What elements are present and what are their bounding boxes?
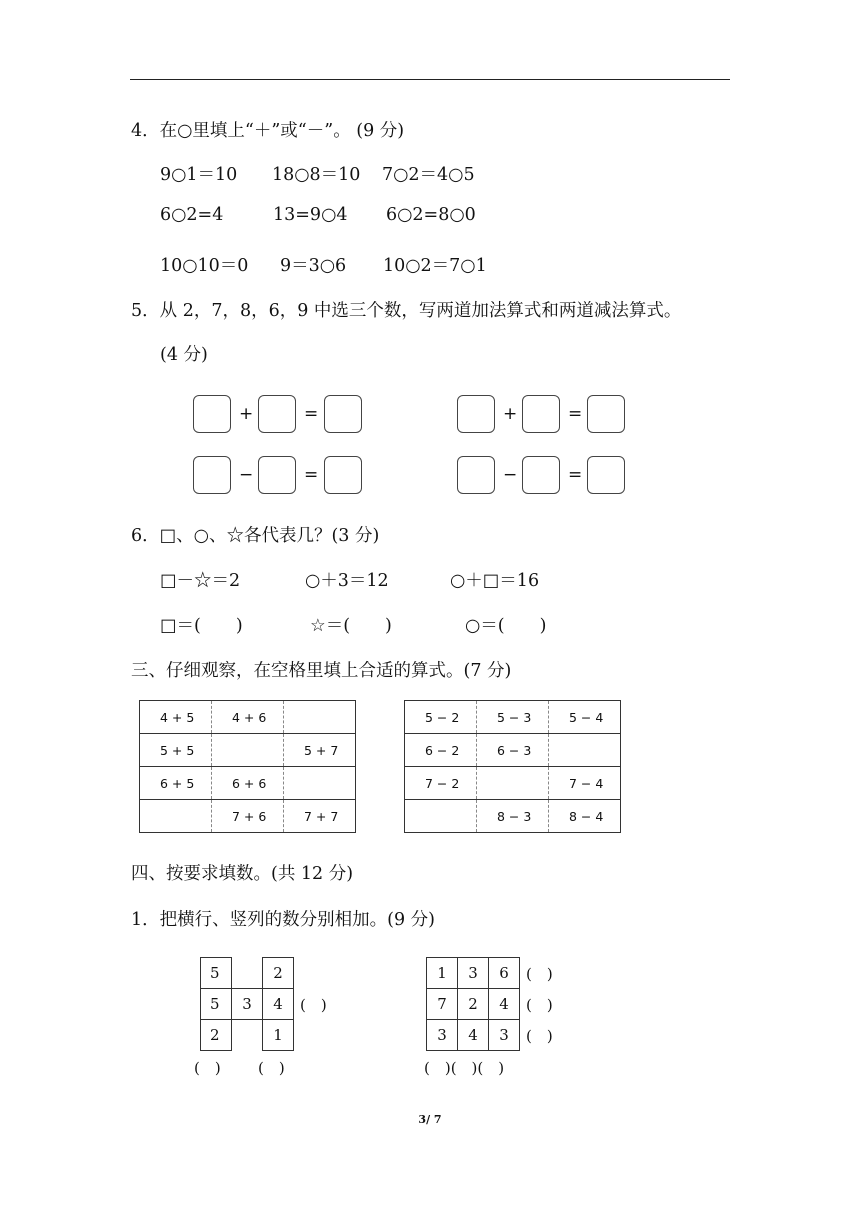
answer-box[interactable]	[258, 456, 296, 494]
section4-q1: 1．把横行、竖列的数分别相加。(9 分)	[131, 910, 435, 930]
h-col-answer[interactable]: ( )	[194, 1059, 221, 1077]
answer-box[interactable]	[522, 395, 560, 433]
blank-cell[interactable]	[140, 800, 212, 833]
answer-box[interactable]	[457, 395, 495, 433]
section4-title: 四、按要求填数。(共 12 分)	[131, 864, 354, 884]
q4-eq-3-1: 10○10＝0	[160, 256, 249, 276]
answer-box[interactable]	[522, 456, 560, 494]
h-cell: 2	[262, 957, 294, 989]
q6-eq-3: ○＋□＝16	[450, 571, 540, 591]
answer-box[interactable]	[258, 395, 296, 433]
table-cell: 5 + 7	[284, 734, 356, 767]
plus-sign: +	[239, 404, 254, 424]
answer-box[interactable]	[457, 456, 495, 494]
table-cell: 6 + 5	[140, 767, 212, 800]
q6-eq-1: □－☆＝2	[160, 571, 241, 591]
minus-sign: −	[239, 465, 254, 485]
table-cell: 7 − 4	[549, 767, 621, 800]
equals-sign: =	[304, 404, 319, 424]
grid-cell: 2	[457, 988, 489, 1020]
grid-col-answers[interactable]: ( )( )( )	[424, 1059, 505, 1077]
grid-cell: 3	[426, 1019, 458, 1051]
answer-box[interactable]	[324, 395, 362, 433]
q6-answer-square[interactable]: □＝( )	[160, 616, 243, 636]
table-cell: 5 + 5	[140, 734, 212, 767]
section3-title: 三、仔细观察，在空格里填上合适的算式。(7 分)	[131, 661, 512, 681]
table-cell: 5 − 3	[477, 701, 549, 734]
blank-cell[interactable]	[549, 734, 621, 767]
q6-title: 6．□、○、☆各代表几？(3 分)	[131, 526, 380, 546]
q4-eq-1-3: 7○2＝4○5	[382, 165, 475, 185]
table-cell: 5 − 4	[549, 701, 621, 734]
q4-eq-1-1: 9○1＝10	[160, 165, 238, 185]
grid-cell: 4	[457, 1019, 489, 1051]
grid-row-answer[interactable]: ( )	[526, 996, 553, 1014]
q4-eq-3-2: 9＝3○6	[280, 256, 347, 276]
minus-sign: −	[503, 465, 518, 485]
equals-sign: =	[568, 404, 583, 424]
q4-eq-2-2: 13=9○4	[273, 205, 348, 225]
answer-box[interactable]	[587, 456, 625, 494]
equals-sign: =	[568, 465, 583, 485]
table-cell: 7 − 2	[405, 767, 477, 800]
answer-box[interactable]	[193, 456, 231, 494]
page-number: 3/ 7	[418, 1113, 442, 1126]
grid-cell: 3	[488, 1019, 520, 1051]
q6-eq-2: ○＋3＝12	[305, 571, 389, 591]
table-cell: 7 + 6	[212, 800, 284, 833]
answer-box[interactable]	[193, 395, 231, 433]
h-cell: 3	[231, 988, 263, 1020]
answer-box[interactable]	[324, 456, 362, 494]
q6-answer-star[interactable]: ☆＝( )	[310, 616, 392, 636]
table-cell: 6 + 6	[212, 767, 284, 800]
table-cell: 6 − 3	[477, 734, 549, 767]
grid-cell: 7	[426, 988, 458, 1020]
answer-box[interactable]	[587, 395, 625, 433]
table-cell: 6 − 2	[405, 734, 477, 767]
blank-cell[interactable]	[284, 701, 356, 734]
h-cell: 5	[200, 988, 232, 1020]
equals-sign: =	[304, 465, 319, 485]
q4-eq-2-1: 6○2=4	[160, 205, 224, 225]
q4-eq-1-2: 18○8＝10	[272, 165, 361, 185]
blank-cell[interactable]	[405, 800, 477, 833]
h-cell: 2	[200, 1019, 232, 1051]
h-row-answer[interactable]: ( )	[300, 996, 327, 1014]
table-cell: 8 − 3	[477, 800, 549, 833]
table-cell: 8 − 4	[569, 808, 604, 824]
q4-eq-3-3: 10○2＝7○1	[383, 256, 487, 276]
subtraction-table	[404, 700, 621, 833]
blank-cell[interactable]	[477, 767, 549, 800]
blank-cell[interactable]	[212, 734, 284, 767]
h-cell: 5	[200, 957, 232, 989]
h-cell: 1	[262, 1019, 294, 1051]
table-cell: 4 + 6	[212, 701, 284, 734]
grid-cell: 1	[426, 957, 458, 989]
table-cell: 4 + 5	[140, 701, 212, 734]
grid-row-answer[interactable]: ( )	[526, 1027, 553, 1045]
addition-table	[139, 700, 356, 833]
grid-cell: 6	[488, 957, 520, 989]
blank-cell[interactable]	[284, 767, 356, 800]
grid-cell: 4	[488, 988, 520, 1020]
table-cell: 7 + 7	[304, 808, 339, 824]
q6-answer-circle[interactable]: ○＝( )	[465, 616, 547, 636]
q5-title: 5．从 2，7，8，6，9 中选三个数，写两道加法算式和两道减法算式。	[131, 301, 682, 321]
table-cell: 5 − 2	[405, 701, 477, 734]
q5-score: (4 分)	[160, 345, 208, 365]
plus-sign: +	[503, 404, 518, 424]
h-col-answer[interactable]: ( )	[258, 1059, 285, 1077]
q4-title: 4．在○里填上“＋”或“－”。 (9 分)	[131, 121, 405, 141]
grid-cell: 3	[457, 957, 489, 989]
h-cell: 4	[262, 988, 294, 1020]
grid-row-answer[interactable]: ( )	[526, 965, 553, 983]
header-rule	[130, 79, 730, 80]
q4-eq-2-3: 6○2=8○0	[386, 205, 476, 225]
